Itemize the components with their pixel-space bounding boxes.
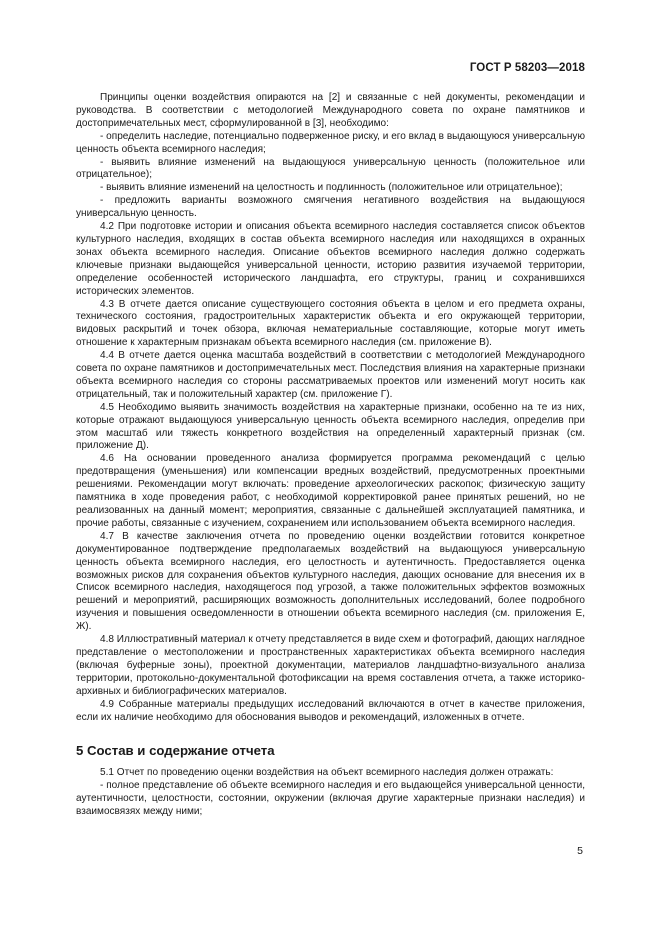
page-number: 5 (577, 845, 583, 857)
paragraph-intro: Принципы оценки воздействия опираются на [2] и связанные с ней документы, рекомендации и руководства. В соответствии с методологией Международного совета по охране памятников и достопримечательных мест, сформулированной в [3], необходимо: (76, 92, 585, 129)
paragraph-4-8: 4.8 Иллюстративный материал к отчету представляется в виде схем и фотографий, дающих наглядное представление о местоположении и пространственных характеристиках объекта всемирного наследия (включая буферные зоны), проектной документации, материалов ландшафтно-визуального анализа территории, протокольно-документальной фотофиксации на время составления отчета, а также историко-архивных и библиографических материалов. (76, 634, 585, 697)
paragraph-4-5: 4.5 Необходимо выявить значимость воздействия на характерные признаки, особенно на те из них, которые отражают выдающуюся универсальную ценность объекта всемирного наследия, определив при этом масштаб или тяжесть конкретного воздействия на определенный характерный признак (см. приложение Д). (76, 401, 585, 452)
list-item: - предложить варианты возможного смягчения негативного воздействия на выдающуюся универсальную ценность. (76, 195, 585, 220)
list-item: - полное представление об объекте всемирного наследия и его выдающейся универсальной ценности, аутентичности, целостности, состоянии, окружении (включая другие характерные признаки наследия) и взаимосвязях между ними; (76, 780, 585, 818)
paragraph-4-4: 4.4 В отчете дается оценка масштаба воздействий в соответствии с методологией Международного совета по охране памятников и достопримечательных мест. Последствия влияния на характерные признаки объекта всемирного наследия со стороны рассматриваемых проектов или изменений могут носить как отрицательный, так и положительный характер (см. приложение Г). (76, 350, 585, 400)
paragraph-5-1: 5.1 Отчет по проведению оценки воздействия на объект всемирного наследия должен отражать: (100, 767, 554, 779)
paragraph-4-7: 4.7 В качестве заключения отчета по проведению оценки воздействии готовится конкретное документированное подтверждение предполагаемых воздействий на выдающуюся универсальную ценность объекта всемирного наследия, его целостность и аутентичность. Предоставляется оценка возможных рисков для сохранения объектов культурного наследия, дающих основание для внесения их в Список всемирного наследия, находящегося под угрозой, а также положительных эффектов возможных решений и мероприятий, расширяющих возможность дополнительных исследований, более подробного изучения и повышения осведомленности в отношении объекта всемирного наследия (см. приложения Е, Ж). (76, 530, 585, 633)
document-id-header: ГОСТ Р 58203—2018 (469, 62, 585, 74)
paragraph-4-3: 4.3 В отчете дается описание существующего состояния объекта в целом и его предмета охраны, технического состояния, градостроительных характеристик объекта и его окружающей территории, видовых раскрытий и точек обзора, включая нематериальные составляющие, которые могут иметь отношение к характерным признакам объекта всемирного наследия (см. приложение В). (76, 298, 585, 349)
list-item: - определить наследие, потенциально подверженное риску, и его вклад в выдающуюся универсальную ценность объекта всемирного наследия; (76, 130, 585, 155)
section-heading: 5 Состав и содержание отчета (76, 743, 275, 759)
document-body (76, 92, 585, 819)
list-item: - выявить влияние изменений на целостность и подлинность (положительное или отрицательное); (100, 182, 563, 194)
list-item: - выявить влияние изменений на выдающуюся универсальную ценность (положительное или отрицательное); (76, 156, 585, 181)
paragraph-4-6: 4.6 На основании проведенного анализа формируется программа рекомендаций с целью предотвращения (уменьшения) или компенсации вредных воздействий, предусмотренных проектными решениями. Рекомендации могут включать: проведение археологических раскопок; физическую защиту памятника в ходе проведения работ, с необходимой корректировкой ранее принятых решений, но не реализованных на данный момент; мероприятия, связанные с дальнейшей эксплуатацией памятника, и прочие работы, связанные с изучением, сохранением или использованием объекта всемирного наследия. (76, 453, 585, 529)
paragraph-4-2: 4.2 При подготовке истории и описания объекта всемирного наследия составляется список объектов культурного наследия, входящих в состав объекта всемирного наследия или находящихся в охранных зонах объекта всемирного наследия. Описание объектов всемирного наследия должно содержать ключевые признаки выдающейся универсальной ценности, историю развития изучаемой территории, определение особенностей исторического ландшафта, его структуры, границ и сохранившихся исторических элементов. (76, 221, 585, 297)
paragraph-4-9: 4.9 Собранные материалы предыдущих исследований включаются в отчет в качестве приложения, если их наличие необходимо для обоснования выводов и рекомендаций, изложенных в отчете. (76, 698, 585, 723)
